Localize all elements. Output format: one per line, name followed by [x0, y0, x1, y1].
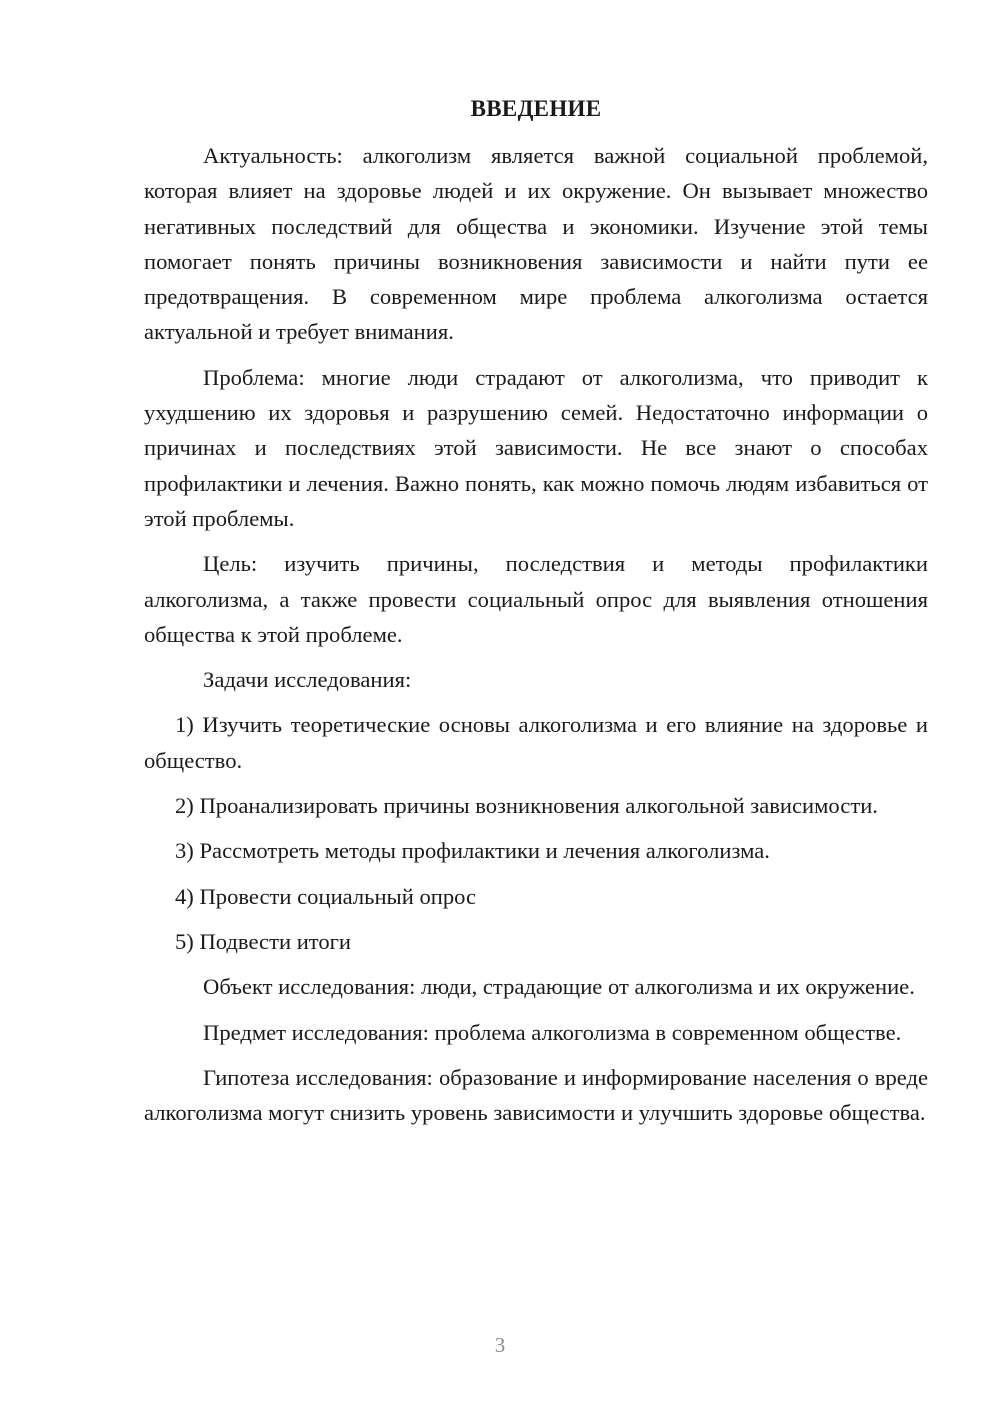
task-item-1: 1) Изучить теоретические основы алкоголизма и его влияние на здоровье и общество. — [144, 712, 928, 773]
page-title: ВВЕДЕНИЕ — [470, 96, 602, 121]
task-item-3: 3) Рассмотреть методы профилактики и лечения алкоголизма. — [175, 838, 770, 864]
paragraph-goal: Цель: изучить причины, последствия и методы профилактики алкоголизма, а также провести социальный опрос для выявления отношения общества к этой проблеме. — [144, 551, 928, 647]
paragraph-hypothesis: Гипотеза исследования: образование и информирование населения о вреде алкоголизма могут снизить уровень зависимости и улучшить здоровье общества. — [144, 1064, 928, 1126]
paragraph-relevance: Актуальность: алкоголизм является важной социальной проблемой, которая влияет на здоровье людей и их окружение. Он вызывает множество негативных последствий для общества и экономики. Изучение этой темы помогает понять причины возникновения зависимости и найти пути ее предотвращения. В современном мире проблема алкоголизма остается актуальной и требует внимания. — [144, 143, 928, 345]
task-item-2: 2) Проанализировать причины возникновения алкогольной зависимости. — [175, 793, 878, 819]
paragraph-problem: Проблема: многие люди страдают от алкоголизма, что приводит к ухудшению их здоровья и разрушению семей. Недостаточно информации о причинах и последствиях этой зависимости. Не все знают о способах профилактики и лечения. Важно понять, как можно помочь людям избавиться от этой проблемы. — [144, 364, 928, 531]
paragraph-object: Объект исследования: люди, страдающие от алкоголизма и их окружение. — [203, 974, 915, 1000]
tasks-heading: Задачи исследования: — [203, 667, 412, 693]
task-item-5: 5) Подвести итоги — [175, 928, 352, 954]
paragraph-subject: Предмет исследования: проблема алкоголизма в современном обществе. — [203, 1019, 902, 1045]
task-item-4: 4) Провести социальный опрос — [175, 883, 477, 909]
page-number: 3 — [494, 1333, 506, 1357]
document-body — [144, 138, 928, 1130]
